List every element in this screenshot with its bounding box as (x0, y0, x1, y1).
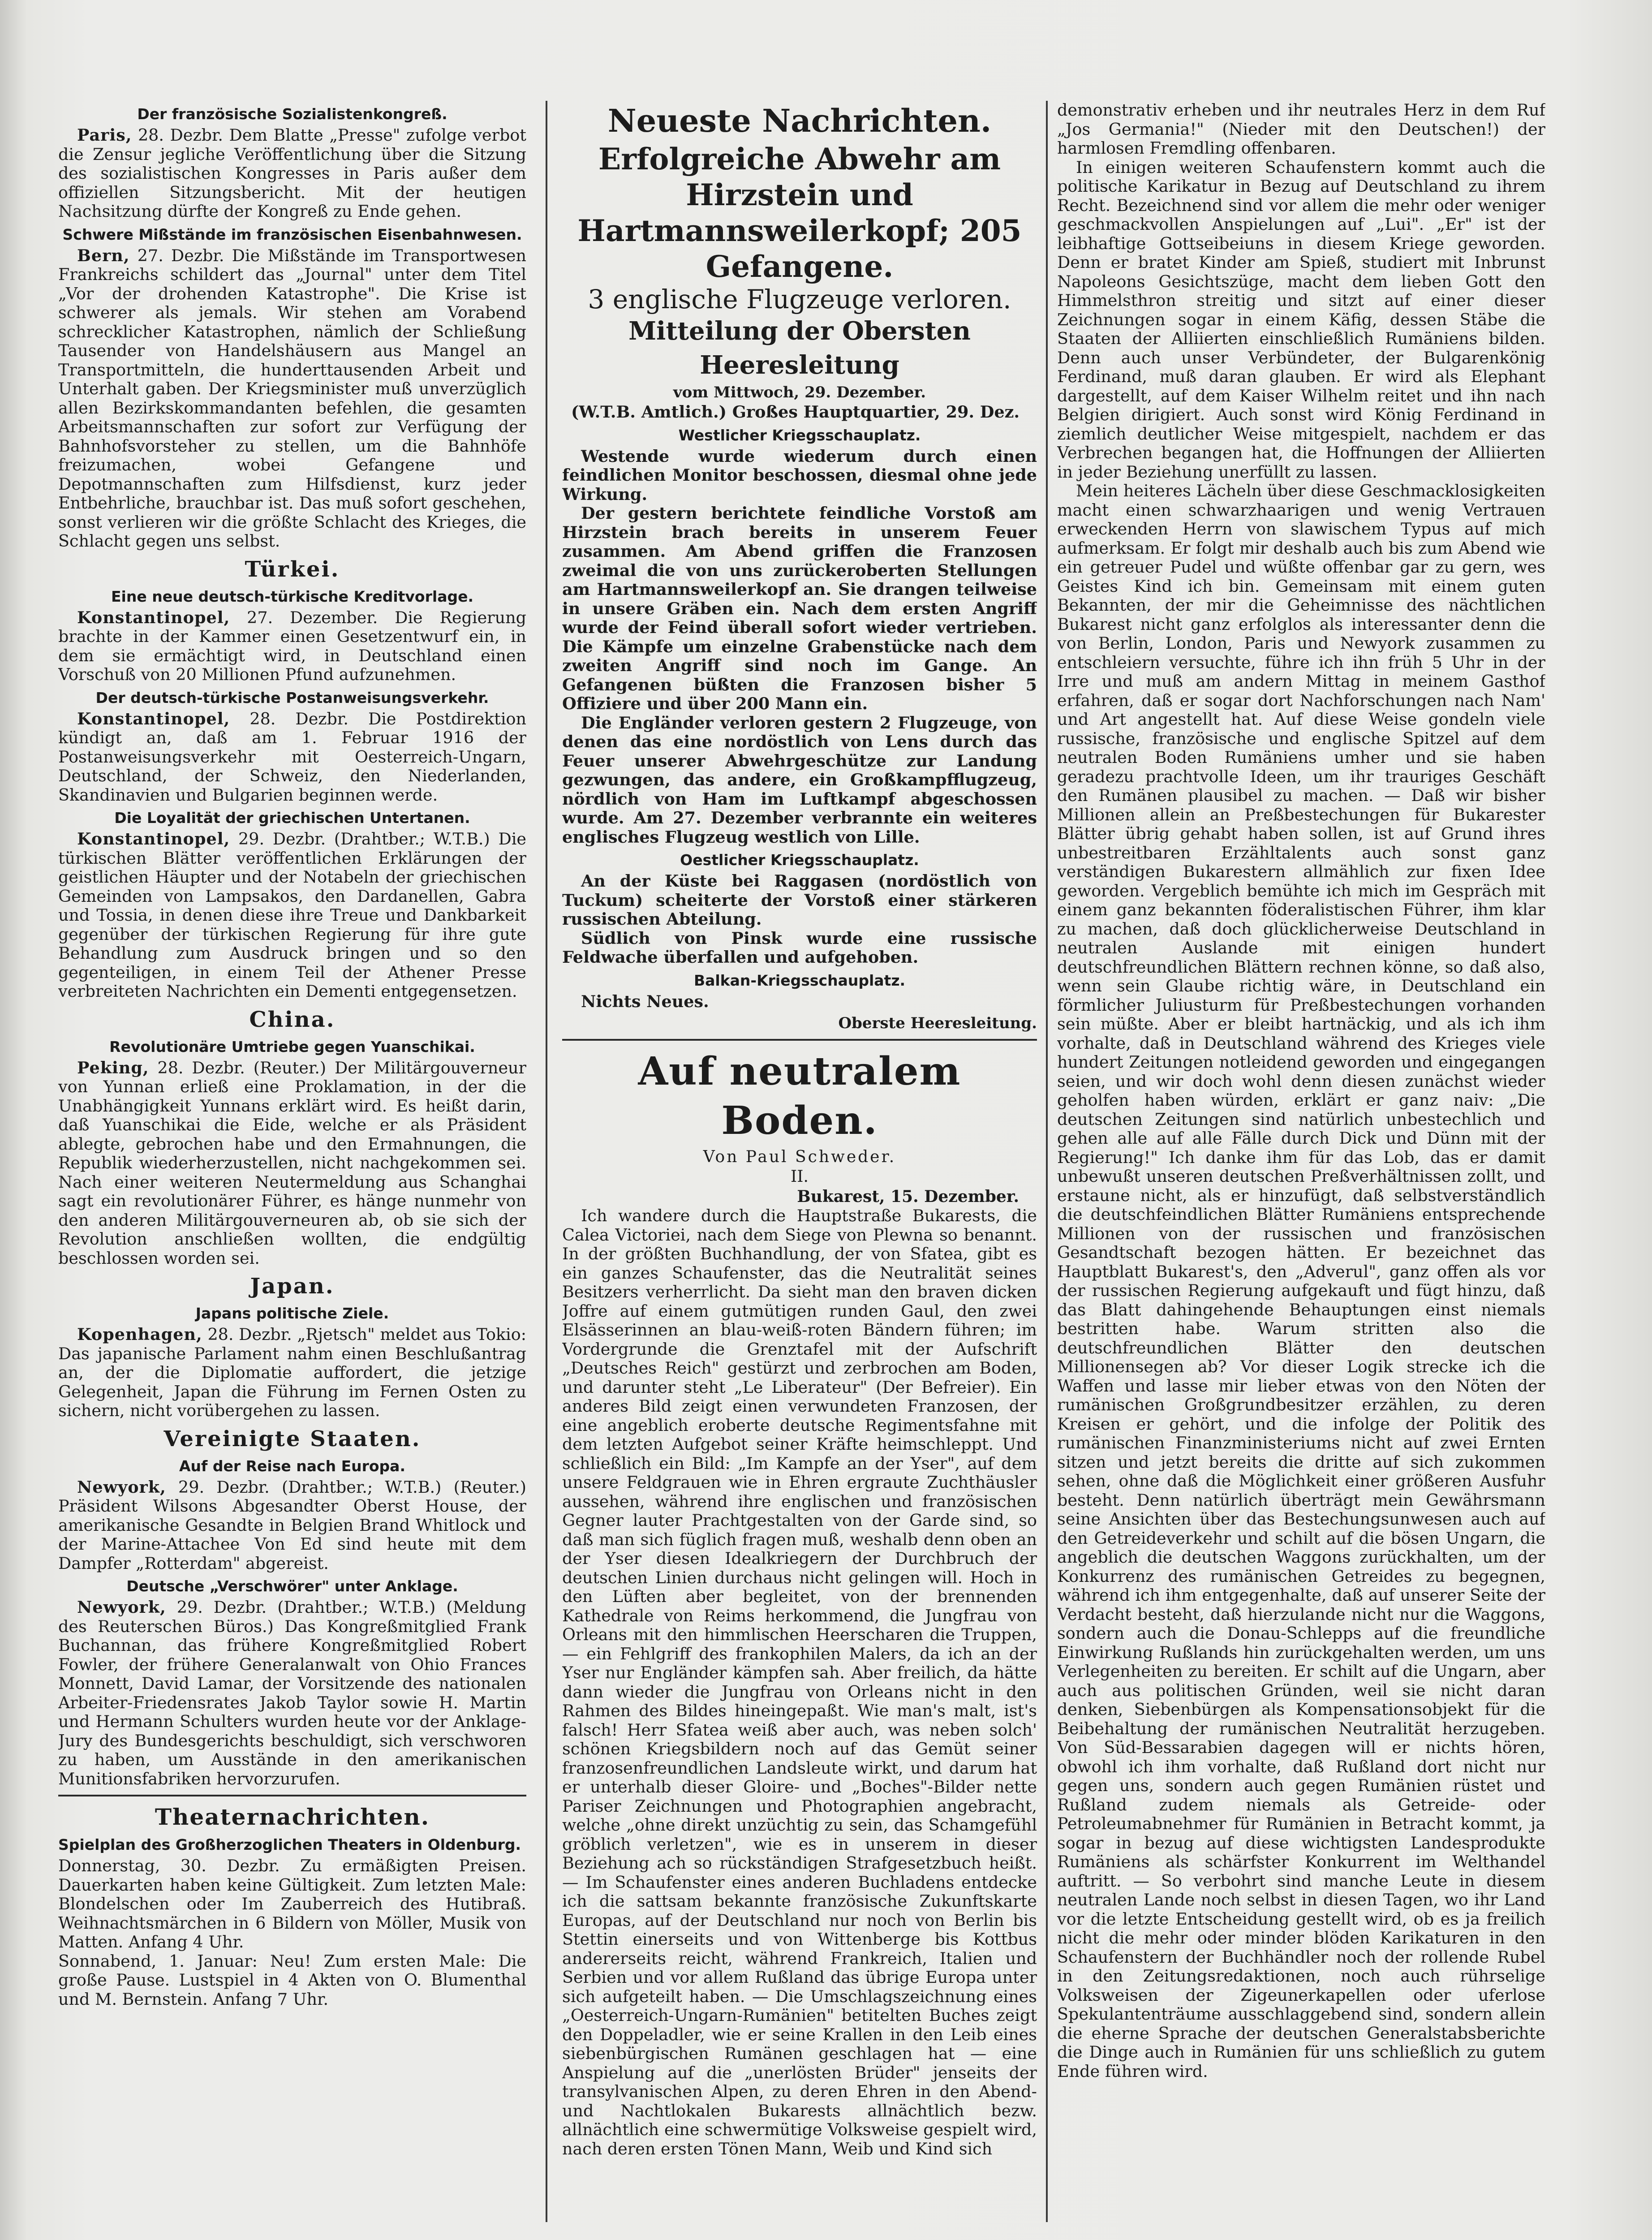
column-rule-left (546, 101, 547, 2222)
theater-sonnabend: Sonnabend, 1. Januar: Neu! Zum ersten Male: Die große Pause. Lustspiel in 4 Akten von O. Blumenthal und M. Bernstein. Anfang 7 Uhr. (58, 1951, 526, 2009)
report-date: vom Mittwoch, 29. Dezember. (673, 383, 926, 401)
headline-yuanschikai: Revolutionäre Umtriebe gegen Yuanschikai. (109, 1038, 475, 1055)
west-report-3: Die Engländer verloren gestern 2 Flugzeuge, von denen das eine nordöstlich von Lens durch das Feuer unserer Abwehrgeschütze zur Landung gezwungen, das andere, ein Großkampfflugzeug, nördlich von Ham im Luftkampf abgeschossen wurde. Am 27. Dezember verbrannte ein weiteres englisches Flugzeug westlich von Lille. (562, 713, 1037, 847)
article-newyork-1-text: 29. Dezbr. (Drahtber.; W.T.B.) (Reuter.) Präsident Wilsons Abgesandter Oberst House, der amerikanische Gesandte in Belgien Brand Whitlock und der Marine-Attachee Von Ed sind heute mit dem Dampfer „Rotterdam" abgereist. (58, 1477, 526, 1573)
balkan-report: Nichts Neues. (581, 991, 709, 1011)
dateline-konstantinopel-1: Konstantinopel, (77, 607, 230, 627)
headline-flugzeuge: 3 englische Flugzeuge verloren. (588, 284, 1011, 314)
headline-postanweisung: Der deutsch-türkische Postanweisungsverkehr. (95, 689, 489, 706)
column-1 (58, 101, 526, 2240)
ost-report-2: Südlich von Pinsk wurde eine russische Feldwache überfallen und aufgehoben. (562, 928, 1037, 967)
article-newyork-2 (58, 1598, 526, 1788)
divider-theater (58, 1795, 526, 1796)
article-kopenhagen-text: 28. Dezbr. „Rjetsch" meldet aus Tokio: Das japanische Parlament nahm einen Beschlußantrag an, der die Diplomatie auffordert, die jetzige Gelegenheit, Japan die Führung im Fernen Osten zu sichern, nicht vorübergehen zu lassen. (58, 1325, 526, 1420)
article-paris-text: 28. Dezbr. Dem Blatte „Presse" zufolge verbot die Zensur jegliche Veröffentlichung über die Sitzung des sozialistischen Kongresses in Paris außer dem offiziellen Sitzungsbericht. Mit der heutigen Nachsitzung dürfte der Kongreß zu Ende gehen. (58, 125, 526, 221)
divider-feature (562, 1039, 1037, 1041)
west-report-2: Der gestern berichtete feindliche Vorstoß am Hirzstein brach bereits in unserem Feuer zusammen. Am Abend griffen die Franzosen zweimal die von uns zurückeroberten Stellungen am Hartmannsweilerkopf an. Sie drangen teilweise in unsere Gräben ein. Nach dem ersten Angriff wurde der Feind überall sofort wieder vertrieben. Die Kämpfe um einzelne Grabenstücke nach dem zweiten Angriff sind noch im Gange. An Gefangenen büßten die Franzosen bisher 5 Offiziere und über 200 Mann ein. (562, 504, 1037, 713)
headline-abwehr: Erfolgreiche Abwehr am Hirzstein und Hartmannsweilerkopf; 205 Gefangene. (577, 142, 1022, 284)
headline-verschwoerer: Deutsche „Verschwörer" unter Anklage. (126, 1577, 458, 1595)
column-rule-right (1046, 101, 1048, 2222)
dateline-konstantinopel-2: Konstantinopel, (77, 709, 230, 728)
article-konstantinopel-1-text: 27. Dezember. Die Regierung brachte in der Kammer einen Gesetzentwurf ein, in dem sie ermächtigt wird, in Deutschland einen Vorschuß von 20 Millionen Pfund aufzunehmen. (58, 607, 526, 684)
article-konstantinopel-3 (58, 830, 526, 1001)
feature-dateline: Bukarest, 15. Dezember. (797, 1187, 1019, 1206)
headline-eisenbahn: Schwere Mißstände im französischen Eisenbahnwesen. (62, 225, 522, 243)
headline-reise-europa: Auf der Reise nach Europa. (179, 1457, 405, 1475)
neueste-nachrichten-title: Neueste Nachrichten. (607, 102, 992, 139)
article-konstantinopel-2-text: 28. Dezbr. Die Postdirektion kündigt an, daß am 1. Februar 1916 der Postanweisungsverkehr mit Oesterreich-Ungarn, Deutschland, der Schweiz, den Niederlanden, Skandinavien und Bulgarien beginnen werde. (58, 709, 526, 805)
dateline-bern: Bern, (77, 246, 130, 265)
section-theater: Theaternachrichten. (155, 1804, 430, 1830)
dateline-paris: Paris, (77, 125, 132, 145)
headline-loyalitaet: Die Loyalität der griechischen Untertanen. (114, 809, 470, 827)
headline-heeresleitung: Mitteilung der Obersten Heeresleitung (628, 316, 971, 380)
feature-paragraph-2: demonstrativ erheben und ihr neutrales Herz in dem Ruf „Jos Germania!" (Nieder mit den Deutschen!) der harmlosen Fremdling offenbaren. (1057, 101, 1545, 158)
section-china: China. (249, 1007, 336, 1032)
column-2 (562, 101, 1037, 2240)
article-newyork-1 (58, 1478, 526, 1573)
feature-title: Auf neutralem Boden. (638, 1049, 961, 1143)
article-peking-text: 28. Dezbr. (Reuter.) Der Militärgouverneur von Yunnan erließ eine Proklamation, in der die Unabhängigkeit Yunnans erklärt wird. Es heißt darin, daß Yuanschikai die Eide, welche er als Präsident ablegte, gebrochen habe und den Ermahnungen, die Republik wiederherzustellen, nicht nachgekommen sei. Nach einer weiteren Neutermeldung aus Schanghai sagt ein revolutionärer Führer, es hänge nunmehr von den anderen Militärgouverneuren ab, ob sie sich der Revolution anschließen wollten, die endgültig beschlossen worden sei. (58, 1058, 526, 1268)
article-konstantinopel-2 (58, 710, 526, 805)
dateline-newyork-2: Newyork, (77, 1598, 166, 1617)
headline-kreditvorlage: Eine neue deutsch-türkische Kreditvorlage. (111, 587, 473, 605)
article-newyork-2-text: 29. Dezbr. (Drahtber.; W.T.B.) (Meldung des Reuterschen Büros.) Das Kongreßmitglied Frank Buchannan, das frühere Kongreßmitglied Robert Fowler, der frühere Generalanwalt von Ohio Frances Monnett, David Lamar, der Vorsitzende des nationalen Arbeiter-Friedensrates Jakob Taylor sowie H. Martin und Hermann Schulters wurden heute vor der Anklage-Jury des Bundesgerichts beschuldigt, sich verschworen zu haben, um Ausstände in den amerikanischen Munitionsfabriken hervorzurufen. (58, 1598, 526, 1788)
feature-paragraph-1: Ich wandere durch die Hauptstraße Bukarests, die Calea Victoriei, nach dem Siege von Plewna so benannt. In der größten Buchhandlung, der von Sfatea, gibt es ein ganzes Schaufenster, das die Neutralität seines Besitzers verherrlicht. Da sieht man den braven dicken Joffre auf einem gutmütigen runden Gaul, den zwei Elsässerinnen an blau-weiß-roten Bändern führen; im Vordergrunde die Grenztafel mit der Aufschrift „Deutsches Reich" gestürzt und zerbrochen am Boden, und darunter steht „Le Liberateur" (Der Befreier). Ein anderes Bild zeigt einen verwundeten Franzosen, der eine angeblich eroberte deutsche Regimentsfahne mit dem letzten Aufgebot seiner Kräfte heimschleppt. Und schließlich ein Bild: „Im Kampfe an der Yser", auf dem unsere Feldgrauen wie in Ehren ergraute Zuchthäusler aussehen, während ihre englischen und französischen Gegner lauter Prachtgestalten von der Garde sind, so daß man sich füglich fragen muß, weshalb denn oben an der Yser diesen Idealkriegern der Durchbruch der deutschen Linien durchaus nicht gelingen will. Hoch in den Lüften aber begleitet, von der brennenden Kathedrale von Reims herkommend, die Jungfrau von Orleans mit den himmlischen Heerscharen die Truppen, — ein Fehlgriff des frankophilen Malers, da ich an der Yser nur Engländer kämpfen sah. Aber freilich, da hätte dann wieder die Jungfrau von Orleans nicht in den Rahmen des Bildes hineingepaßt. Wie man's malt, ist's falsch! Herr Sfatea weiß aber auch, was neben solch' schönen Kriegsbildern noch auf das Gemüt seiner franzosenfreundlichen Landsleute wirkt, und darum hat er unterhalb dieser Gloire- und „Boches"-Bilder nette Pariser Zeichnungen und Photographien angebracht, welche „ohne direkt unzüchtig zu sein, das Schamgefühl gröblich verletzen", wie es in unserem in dieser Beziehung ach so rückständigen Strafgesetzbuch heißt. — Im Schaufenster eines anderen Buchladens entdecke ich die sattsam bekannte französische Zukunftskarte Europas, auf der Deutschland nur noch von Berlin bis Stettin einerseits und von Wittenberge bis Kottbus andererseits reicht, während Frankreich, Italien und Serbien und vor allem Rußland das übrige Europa unter sich aufgeteilt haben. — Die Umschlagszeichnung eines „Oesterreich-Ungarn-Rumänien" betitelten Buches zeigt den Doppeladler, wie er seine Krallen in den Leib eines siebenbürgischen Rumänen geschlagen hat — eine Anspielung auf die „unerlösten Brüder" jenseits der transylvanischen Alpen, zu deren Ehren in den Abend- und Nachtlokalen Bukarests allnächtlich bezw. allnächtlich eine schwermütige Volksweise gespielt wird, nach deren ersten Tönen Mann, Weib und Kind sich (562, 1206, 1037, 2158)
feature-paragraph-4: Mein heiteres Lächeln über diese Geschmacklosigkeiten macht einen schwarzhaarigen und wenig Vertrauen erweckenden Herrn von slawischem Typus auf mich aufmerksam. Er folgt mir deshalb auch bis zum Abend wie ein getreuer Pudel und wüßte offenbar gar zu gern, wes Geistes Kind ich bin. Gemeinsam mit einem guten Bekannten, der mir die Geheimnisse des nächtlichen Bukarest nicht ganz erfolglos als interessanter denn die von Berlin, London, Paris und Newyork zusammen zu entschleiern versuchte, führe ich ihn früh 5 Uhr in der Irre und muß am andern Mittag in meinem Gasthof erfahren, daß er sogar dort Nachforschungen nach Nam' und Art angestellt hat. Auf diese Weise gondeln viele russische, französische und englische Spitzel auf dem neutralen Boden Rumäniens umher und sie haben geradezu prachtvolle Ideen, um ihr trauriges Geschäft den Rumänen plausibel zu machen. — Daß wir bisher Millionen allein an Preßbestechungen für Bukarester Blätter übrig gehabt haben sollen, ist auf Grund ihres unbestreitbaren Erzähltalents auch sonst ganz verständigen Bukarestern allmählich zur fixen Idee geworden. Vergeblich bemühte ich mich im Gespräch mit einem ganz bekannten föderalistischen Führer, ihm klar zu machen, daß doch glücklicherweise Deutschland in neutralen Auslande mit einigen hundert deutschfreundlichen Blättern rechnen könne, so daß also, wenn sein Glaube richtig wäre, in Deutschland ein förmlicher Juliusturm für Preßbestechungen vorhanden sein müßte. Aber er bleibt hartnäckig, und als ich ihm vorhalte, daß in Deutschland während des Krieges viele hundert Zeitungen notleidend geworden und eingegangen seien, und wir doch wohl denn diesen zunächst wieder geholfen haben würden, erklärt er ganz naiv: „Die deutschen Zeitungen sind natürlich unbestechlich und gehen alle auf alle Fälle durch Dick und Dünn mit der Regierung!" Ich danke ihm für das Lob, das er damit unbewußt unseren deutschen Preßverhältnissen zollt, und erstaune nicht, als er hinzufügt, daß selbstverständlich die deutschfeindlichen Blätter Rumäniens entsprechende Millionen von der russischen und französischen Gesandtschaft bezogen hätten. Er bezeichnet das Hauptblatt Bukarest's, den „Adverul", ganz offen als vor der russischen Regierung aufgekauft und fügt hinzu, daß das Blatt dahingehende Behauptungen einst niemals bestritten habe. Warum stritten also die deutschfreundlichen Blätter den deutschen Millionensegen ab? Vor dieser Logik strecke ich die Waffen und lasse mir lieber etwas von den Nöten der rumänischen Großgrundbesitzer erzählen, zu deren Kreisen er gehört, und die infolge der Politik des rumänischen Finanzministeriums nicht auf zwei Ernten sitzen und jetzt bereits die dritte auf sich zukommen sehen, ohne daß die Möglichkeit einer größeren Ausfuhr besteht. Denn natürlich überträgt mein Gewährsmann seine Ansichten über das Bestechungsunwesen auch auf den Getreideverkehr und schilt auf die bösen Ungarn, die angeblich die deutschen Waggons zurückhalten, um der Konkurrenz des rumänischen Getreides zu begegnen, während ich ihm entgegenhalte, daß auf unserer Seite der Verdacht besteht, daß hierzulande nicht nur die Waggons, sondern auch die Donau-Schlepps auf die freundliche Einwirkung Rußlands hin zurückgehalten werden, um uns Verlegenheiten zu bereiten. Er schilt auf die Ungarn, aber auch aus politischen Gründen, weil sie nicht daran denken, Siebenbürgen als Kompensationsobjekt für die Beibehaltung der rumänischen Neutralität herzugeben. Von Süd-Bessarabien dagegen will er nichts hören, obwohl ich ihm vorhalte, daß Rußland dort nicht nur gegen uns, sondern auch gegen Rumänien rüstet und Rußland zudem niemals als Getreide- oder Petroleumabnehmer für Rumänien in Betracht kommt, ja sogar in bezug auf diese wichtigsten Landesprodukte Rumäniens als schärfster Konkurrent im Welthandel auftritt. — So verbohrt sind manche Leute in diesem neutralen Lande noch selbst in diesen Tagen, wo ihr Land vor die letzte Entscheidung gestellt wird, ob es ja freilich nicht die mehr oder minder blöden Karikaturen in den Schaufenstern der Buchhändler noch der rollende Rubel in den Zeitungsredaktionen, noch auch rührselige Volksweisen der Zigeunerkapellen oder uferlose Spekulantenträume ausschlaggebend sind, sondern allein die eherne Sprache der deutschen Generalstabsberichte die Dinge auch in Rumänien für uns schließlich zu gutem Ende führen wird. (1057, 481, 1545, 2081)
dateline-konstantinopel-3: Konstantinopel, (77, 829, 230, 849)
article-bern (58, 246, 526, 551)
headline-spielplan: Spielplan des Großherzoglichen Theaters in Oldenburg. (58, 1836, 521, 1853)
west-report-1: Westende wurde wiederum durch einen feindlichen Monitor beschossen, diesmal ohne jede Wirkung. (562, 446, 1037, 504)
feature-author: Von Paul Schweder. (703, 1148, 896, 1166)
article-paris (58, 126, 526, 221)
dateline-kopenhagen: Kopenhagen, (77, 1325, 202, 1344)
section-tuerkei: Türkei. (245, 556, 340, 582)
headline-sozialistenkongress: Der französische Sozialistenkongreß. (137, 105, 447, 123)
article-peking (58, 1059, 526, 1268)
section-usa: Vereinigte Staaten. (163, 1426, 421, 1452)
feature-paragraph-3: In einigen weiteren Schaufenstern kommt auch die politische Karikatur in Bezug auf Deutschland zu ihrem Recht. Bezeichnend sind vor allem die mehr oder weniger geschmackvollen Anspielungen auf „Lui". „Er" ist der leibhaftige Gottseibeiuns in diesem Kriege geworden. Denn er bratet Kinder am Spieß, studiert mit Inbrunst Napoleons Gesichtszüge, macht dem lieben Gott den Himmelsthron streitig und sitzt auf einer dieser Zeichnungen sogar in einem Käfig, dessen Stäbe die Staaten der Alliierten einschließlich Rumäniens bilden. Denn auch unser Verbündeter, der Bulgarenkönig Ferdinand, muß daran glauben. Er wird als Elephant dargestellt, auf dem Kaiser Wilhelm reitet und ihn nach Belgien dirigiert. Auch sonst wird König Ferdinand in ziemlich deutlicher Weise mitgespielt, nachdem er das Verbrechen begangen hat, die Hoffnungen der Alliierten in jeder Beziehung unerfüllt zu lassen. (1057, 157, 1545, 482)
article-konstantinopel-3-text: 29. Dezbr. (Drahtber.; W.T.B.) Die türkischen Blätter veröffentlichen Erklärungen der geistlichen Häupter und der Notabeln der griechischen Gemeinden von Lampsakos, den Dardanellen, Gabra und Tossia, in denen diese ihre Treue und Dankbarkeit gegenüber der türkischen Regierung für ihre gute Behandlung zum Ausdruck bringen und so den gegenteiligen, in einem Teil der Athener Presse verbreiteten Nachrichten ein Dementi entgegensetzen. (58, 829, 526, 1001)
signature-heeresleitung: Oberste Heeresleitung. (838, 1014, 1037, 1032)
headline-japan-ziele: Japans politische Ziele. (195, 1305, 389, 1322)
section-japan: Japan. (250, 1274, 335, 1299)
article-bern-text: 27. Dezbr. Die Mißstände im Transportwesen Frankreichs schildert das „Journal" unter dem Titel „Vor der drohenden Katastrophe". Die Krise ist schwerer als jemals. Wir stehen am Vorabend schrecklicher Katastrophen, nämlich der Schließung Tausender von Handelshäusern aus Mangel an Transportmitteln, die hunderttausenden Arbeit und Unterhalt gaben. Der Kriegsminister muß unverzüglich allen Bezirkskommandanten befehlen, die gesamten Arbeitsmannschaften zur sofort zur Verfügung der Bahnhofsvorsteher zu stellen, um die Bahnhöfe freizumachen, wobei Gefangene und Depotmannschaften zum Hilfsdienst, kurz jeder Entbehrliche, brauchbar ist. Das muß sofort geschehen, sonst verlieren wir die größte Schlacht des Krieges, die Schlacht gegen uns selbst. (58, 246, 526, 551)
article-konstantinopel-1 (58, 608, 526, 685)
article-kopenhagen (58, 1325, 526, 1421)
dateline-newyork-1: Newyork, (77, 1477, 166, 1497)
theater-donnerstag: Donnerstag, 30. Dezbr. Zu ermäßigten Preisen. Dauerkarten haben keine Gültigkeit. Zum letzten Male: Blondelschen oder Im Zauberreich des Hutibraß. Weihnachtsmärchen in 6 Bildern von Möller, Musik von Matten. Anfang 4 Uhr. (58, 1856, 526, 1951)
headline-westlich: Westlicher Kriegsschauplatz. (678, 426, 921, 444)
headline-balkan: Balkan-Kriegsschauplatz. (693, 971, 906, 989)
ost-report-1: An der Küste bei Raggasen (nordöstlich von Tuckum) scheiterte der Vorstoß einer stärkeren russischen Abteilung. (562, 871, 1037, 929)
headline-oestlich: Oestlicher Kriegsschauplatz. (680, 851, 919, 869)
dateline-peking: Peking, (77, 1058, 149, 1077)
feature-part: II. (791, 1167, 809, 1186)
column-3 (1057, 101, 1545, 2240)
wtb-line: (W.T.B. Amtlich.) Großes Hauptquartier, 29. Dez. (571, 402, 1020, 422)
